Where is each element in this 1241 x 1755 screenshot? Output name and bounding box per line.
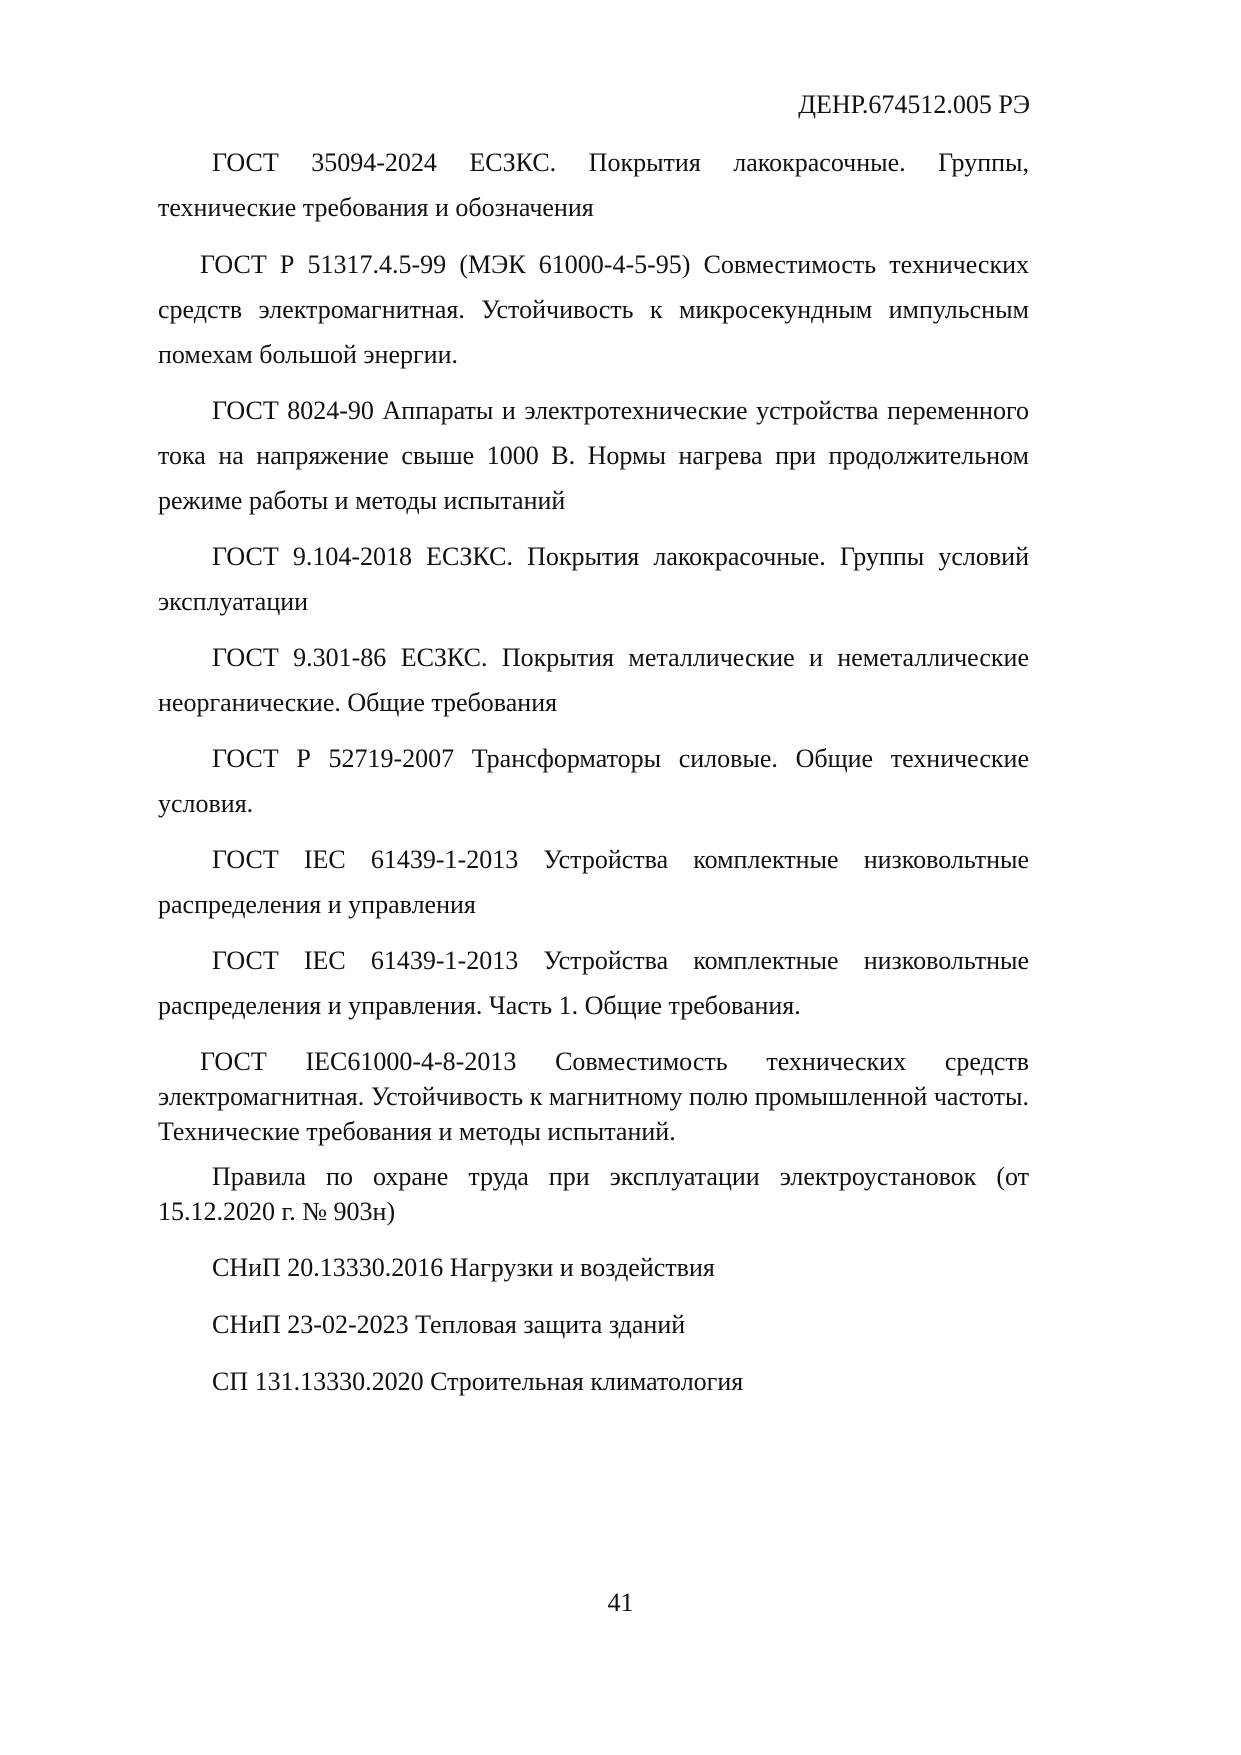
reference-gost-iec-61000: ГОСТ IEC61000-4-8-2013 Совместимость технических средств электромагнитная. Устойчивость к магнитному полю промышленной частоты. Технические требования и методы испытаний. — [158, 1047, 1029, 1146]
document-code: ДЕНР.674512.005 РЭ — [798, 90, 1030, 119]
reference-gost-9-301: ГОСТ 9.301-86 ЕСЗКС. Покрытия металлические и неметаллические неорганические. Общие требования — [158, 643, 1029, 717]
reference-gost-8024: ГОСТ 8024-90 Аппараты и электротехнические устройства переменного тока на напряжение свыше 1000 В. Нормы нагрева при продолжительном режиме работы и методы испытаний — [158, 396, 1029, 515]
reference-snip-20-13330: СНиП 20.13330.2016 Нагрузки и воздействия — [212, 1253, 715, 1282]
reference-gost-r-52719: ГОСТ Р 52719-2007 Трансформаторы силовые. Общие технические условия. — [158, 744, 1029, 818]
reference-snip-23-02: СНиП 23-02-2023 Тепловая защита зданий — [212, 1310, 686, 1339]
reference-gost-iec-61439-b: ГОСТ IEC 61439-1-2013 Устройства комплектные низковольтные распределения и управления. Часть 1. Общие требования. — [158, 946, 1029, 1020]
reference-sp-131-13330: СП 131.13330.2020 Строительная климатология — [212, 1367, 744, 1396]
reference-gost-iec-61439-a: ГОСТ IEC 61439-1-2013 Устройства комплектные низковольтные распределения и управления — [158, 845, 1029, 919]
page-number: 41 — [607, 1588, 634, 1617]
reference-gost-9-104: ГОСТ 9.104-2018 ЕСЗКС. Покрытия лакокрасочные. Группы условий эксплуатации — [158, 542, 1029, 616]
reference-gost-35094: ГОСТ 35094-2024 ЕСЗКС. Покрытия лакокрасочные. Группы, технические требования и обозначения — [158, 148, 1029, 222]
reference-labor-safety-rules: Правила по охране труда при эксплуатации электроустановок (от 15.12.2020 г. № 903н) — [158, 1162, 1029, 1226]
reference-gost-r-51317: ГОСТ Р 51317.4.5-99 (МЭК 61000-4-5-95) Совместимость технических средств электромагнитная. Устойчивость к микросекундным импульсным помехам большой энергии. — [158, 250, 1029, 369]
